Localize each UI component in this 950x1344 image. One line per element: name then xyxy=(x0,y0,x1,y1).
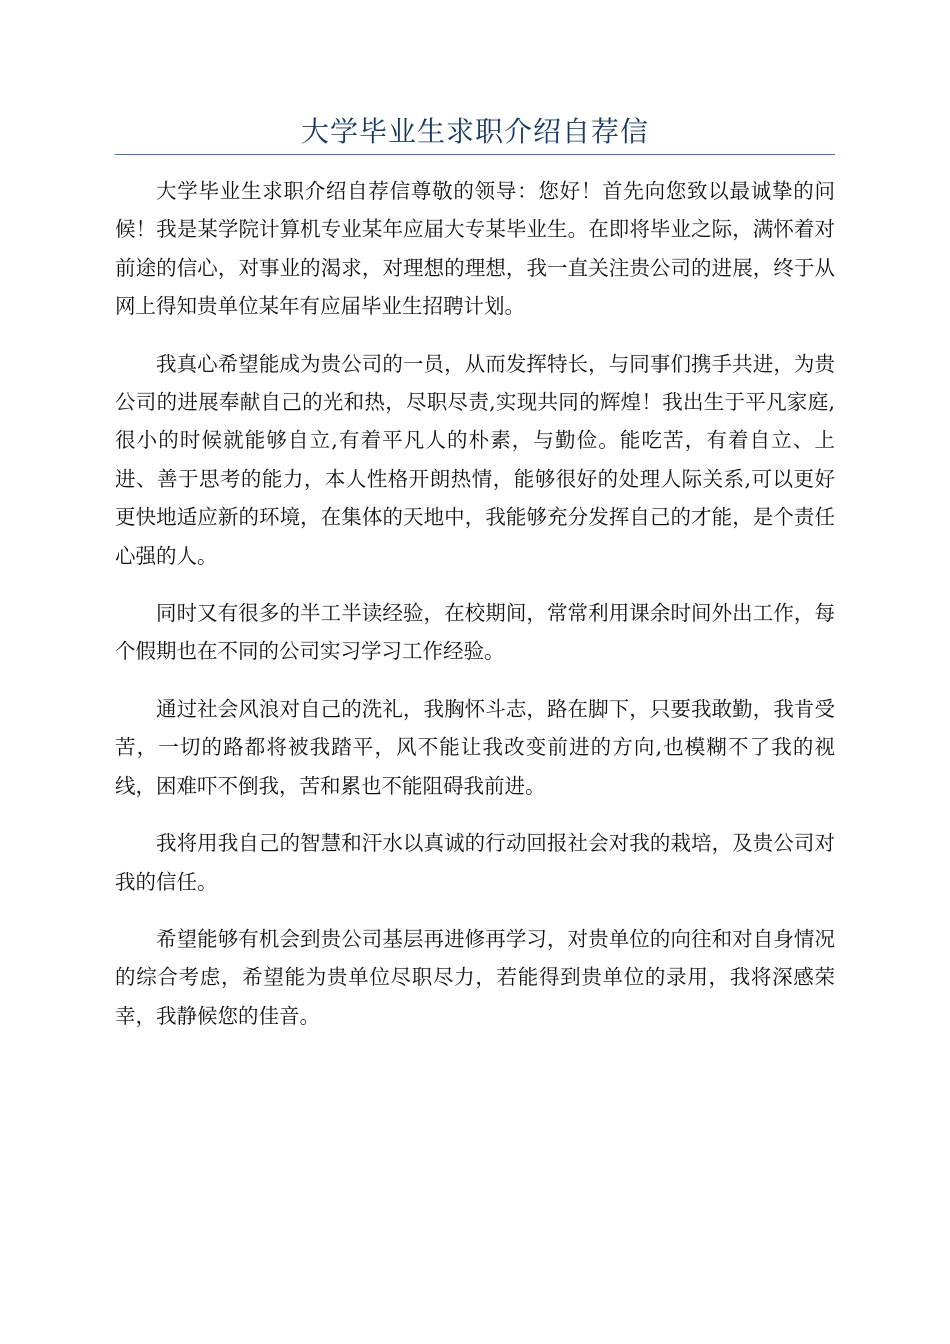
document-title: 大学毕业生求职介绍自荐信 xyxy=(300,115,649,148)
paragraph-1: 大学毕业生求职介绍自荐信尊敬的领导：您好！首先向您致以最诚挚的问候！我是某学院计算机专业某年应届大专某毕业生。在即将毕业之际，满怀着对前途的信心，对事业的渴求，对理想的理想，我一直关注贵公司的进展，终于从网上得知贵单位某年有应届毕业生招聘计划。 xyxy=(115,179,835,319)
paragraph-2: 我真心希望能成为贵公司的一员，从而发挥特长，与同事们携手共进，为贵公司的进展奉献自己的光和热，尽职尽责,实现共同的辉煌！我出生于平凡家庭,很小的时候就能够自立,有着平凡人的朴素，与勤俭。能吃苦，有着自立、上进、善于思考的能力，本人性格开朗热情，能够很好的处理人际关系,可以更好更快地适应新的环境，在集体的天地中，我能够充分发挥自己的才能，是个责任心强的人。 xyxy=(115,351,835,568)
title-block xyxy=(115,112,835,155)
document-body xyxy=(115,172,835,1054)
paragraph-3: 同时又有很多的半工半读经验，在校期间，常常利用课余时间外出工作，每个假期也在不同的公司实习学习工作经验。 xyxy=(115,601,835,664)
paragraph-5: 我将用我自己的智慧和汗水以真诚的行动回报社会对我的栽培，及贵公司对我的信任。 xyxy=(115,831,835,894)
paragraph-4: 通过社会风浪对自己的洗礼，我胸怀斗志，路在脚下，只要我敢勤，我肯受苦，一切的路都将被我踏平，风不能让我改变前进的方向,也模糊不了我的视线，困难吓不倒我，苦和累也不能阻碍我前进。 xyxy=(115,696,835,798)
title-underline xyxy=(115,154,835,155)
paragraph-6: 希望能够有机会到贵公司基层再进修再学习，对贵单位的向往和对自身情况的综合考虑，希望能为贵单位尽职尽力，若能得到贵单位的录用，我将深感荣幸，我静候您的佳音。 xyxy=(115,926,835,1028)
